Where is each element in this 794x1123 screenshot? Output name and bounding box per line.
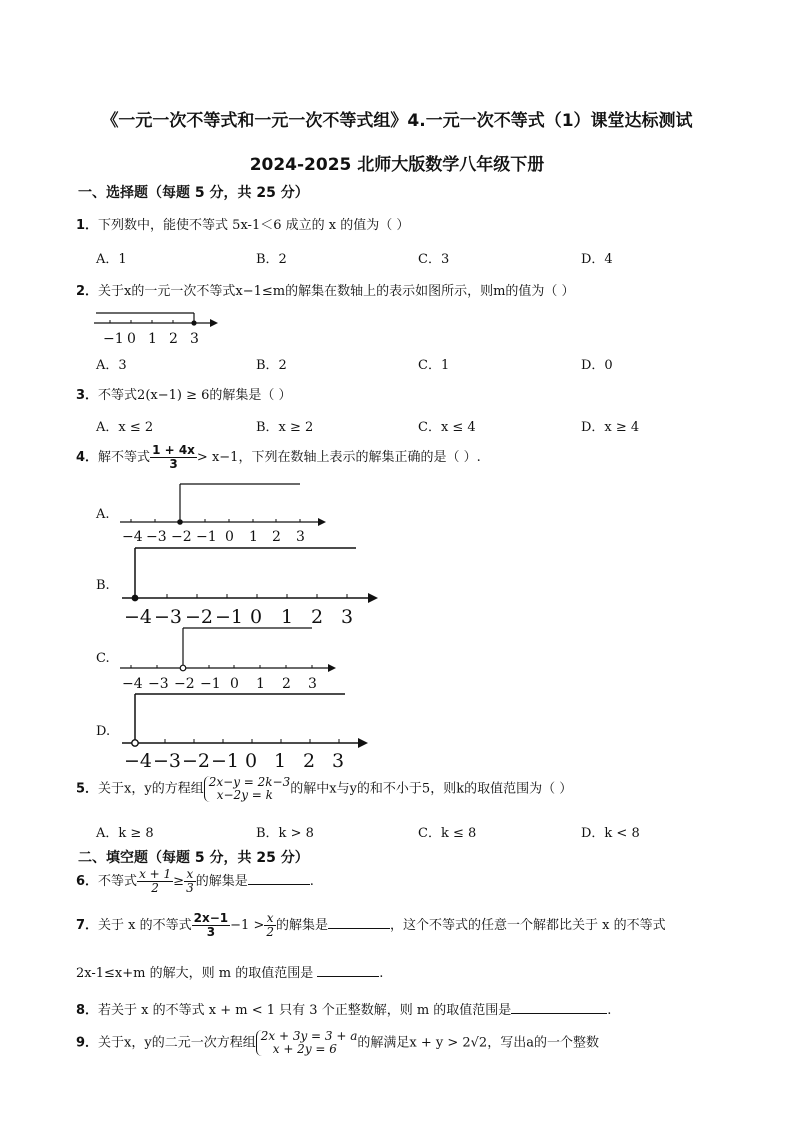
question-number: 6． [76, 874, 99, 889]
question-number: 2． [76, 284, 99, 299]
q3-option-d[interactable]: D．x ≥ 4 [581, 420, 640, 435]
question-text: 不等式2(x−1) ≥ 6的解集是（ ） [98, 388, 292, 403]
question-number: 1． [76, 218, 99, 233]
axis-tick-label: 3 [190, 331, 199, 347]
q4-option-a-number-line [116, 478, 336, 546]
axis-tick-label: 2 [311, 606, 324, 628]
question-text-post: 的解满足x + y > 2√2，写出a的一个整数 [357, 1035, 599, 1051]
question-number: 8． [76, 1003, 99, 1018]
equation-1: 2x−y = 2k−3 [208, 775, 291, 789]
question-number: 3． [76, 388, 99, 403]
axis-tick-label: 3 [341, 606, 354, 628]
axis-tick-label: 3 [308, 676, 317, 692]
axis-tick-label: −2 [171, 529, 192, 545]
axis-tick-label: 1 [148, 331, 157, 347]
axis-tick-label: −4 [124, 750, 153, 772]
question-text-pre: 解不等式 [98, 450, 151, 465]
question-text: 2x-1≤x+m 的解大，则 m 的取值范围是 [76, 966, 314, 981]
fraction-denominator: 3 [186, 881, 194, 895]
q1-option-c[interactable]: C．3 [418, 252, 450, 267]
fraction [184, 868, 196, 895]
question-5 [76, 776, 572, 802]
question-text: 下列数中，能使不等式 5x-1＜6 成立的 x 的值为（ ） [98, 218, 410, 233]
fraction-numerator: 2x−1 [193, 911, 229, 925]
question-text-post: 的解集是 [276, 918, 329, 933]
fraction-numerator: x + 1 [139, 867, 172, 881]
question-8: 8．若关于 x 的不等式 x + m < 1 只有 3 个正整数解，则 m 的取值范围是 . [76, 1003, 612, 1018]
question-7 [76, 912, 666, 939]
axis-tick-label: 0 [245, 750, 258, 772]
section-choice-heading: 一、选择题（每题 5 分，共 25 分） [78, 185, 309, 201]
axis-tick-label: 2 [272, 529, 281, 545]
answer-blank[interactable] [328, 916, 390, 929]
answer-blank[interactable] [317, 964, 379, 977]
fraction-numerator: 1 + 4x [152, 443, 195, 457]
fraction-denominator: 3 [206, 925, 216, 939]
question-number: 5． [76, 781, 99, 797]
q4-option-b-label[interactable]: B. [96, 578, 110, 593]
axis-tick-label: 1 [249, 529, 258, 545]
equation-2: x−2y = k [216, 788, 273, 802]
fraction-numerator: x [264, 912, 276, 926]
equation-system [256, 1030, 358, 1056]
axis-tick-label: 1 [281, 606, 294, 628]
question-6: 6．不等式 $\frac{x + 1}{2}$ ≥ $\frac{x}{3}$ 的解集是 . [76, 867, 314, 895]
axis-tick-label: −4 [122, 676, 143, 692]
q4-option-d-number-line [116, 688, 376, 772]
q5-option-c[interactable]: C．k ≤ 8 [418, 826, 477, 841]
inequality-sign: ≥ [173, 874, 185, 889]
question-text-pre: 不等式 [98, 874, 138, 889]
question-text: 关于x的一元一次不等式x−1≤m的解集在数轴上的表示如图所示，则m的值为（ ） [98, 284, 575, 299]
fraction-numerator: x [184, 868, 196, 882]
axis-tick-label: −1 [215, 606, 244, 628]
axis-tick-label: −2 [174, 676, 195, 692]
answer-blank[interactable] [511, 1001, 607, 1014]
axis-tick-label: −3 [153, 750, 182, 772]
axis-tick-label: 0 [250, 606, 263, 628]
q2-number-line [90, 305, 230, 347]
q5-option-a[interactable]: A．k ≥ 8 [96, 826, 154, 841]
axis-tick-label: −1 [200, 676, 221, 692]
axis-tick-label: 3 [332, 750, 345, 772]
section-fill-heading: 二、填空题（每题 5 分，共 25 分） [78, 850, 309, 866]
axis-tick-label: 1 [274, 750, 287, 772]
question-text-post-2: ，这个不等式的任意一个解都比关于 x 的不等式 [390, 918, 666, 933]
fraction [264, 912, 276, 939]
axis-tick-label: −4 [122, 529, 143, 545]
question-number: 4． [76, 450, 99, 465]
q4-option-c-number-line [116, 624, 346, 694]
q2-option-c[interactable]: C．1 [418, 358, 450, 373]
q4-option-b-number-line [116, 542, 386, 628]
question-text-pre: 关于x，y的二元一次方程组 [98, 1035, 256, 1051]
question-text-post: 的解中x与y的和不小于5，则k的取值范围为（ ） [290, 781, 573, 797]
q5-option-d[interactable]: D．k < 8 [581, 826, 640, 841]
axis-tick-label: −3 [148, 676, 169, 692]
q1-option-b[interactable]: B．2 [256, 252, 287, 267]
fraction [192, 912, 231, 939]
q5-option-b[interactable]: B．k > 8 [256, 826, 314, 841]
question-9 [76, 1030, 599, 1056]
answer-blank[interactable] [248, 872, 310, 885]
question-4 [76, 444, 481, 471]
question-text-post: 的解集是 [195, 874, 248, 889]
axis-tick-label: −3 [146, 529, 167, 545]
axis-tick-label: 0 [225, 529, 234, 545]
q2-option-a[interactable]: A．3 [96, 358, 127, 373]
axis-tick-label: 0 [127, 331, 136, 347]
title-line-1: 《一元一次不等式和一元一次不等式组》4.一元一次不等式（1）课堂达标测试 [101, 111, 693, 131]
question-number: 9． [76, 1035, 99, 1051]
fraction-denominator: 3 [169, 457, 178, 471]
title-line-2: 2024-2025 北师大版数学八年级下册 [249, 155, 545, 175]
question-text-pre: 关于 x 的不等式 [98, 918, 192, 933]
question-7-line-2: 2x-1≤x+m 的解大，则 m 的取值范围是 . [76, 966, 384, 981]
axis-tick-label: 2 [282, 676, 291, 692]
fraction [137, 868, 173, 895]
q3-option-c[interactable]: C．x ≤ 4 [418, 420, 476, 435]
q4-option-d-label[interactable]: D. [96, 724, 111, 739]
question-text-post: > x−1，下列在数轴上表示的解集正确的是（ ）. [196, 450, 481, 465]
axis-tick-label: 3 [296, 529, 305, 545]
axis-tick-label: −1 [196, 529, 217, 545]
question-3 [76, 384, 292, 403]
equation-1: 2x + 3y = 3 + a [260, 1029, 358, 1043]
q2-option-d[interactable]: D．0 [581, 358, 613, 373]
axis-tick-label: 0 [230, 676, 239, 692]
axis-tick-label: −1 [103, 331, 124, 347]
question-2 [76, 280, 575, 299]
inequality-middle: −1 > [230, 918, 265, 933]
q4-option-a-label[interactable]: A. [96, 507, 110, 522]
question-text-pre: 关于x，y的方程组 [98, 781, 204, 797]
axis-tick-label: −2 [185, 606, 214, 628]
q1-option-a[interactable]: A．1 [96, 252, 127, 267]
equation-2: x + 2y = 6 [272, 1042, 337, 1056]
fraction [150, 444, 197, 471]
axis-tick-label: 2 [169, 331, 178, 347]
question-number: 7． [76, 918, 99, 933]
q3-option-a[interactable]: A．x ≤ 2 [96, 420, 154, 435]
axis-tick-label: −2 [182, 750, 211, 772]
equation-system [204, 776, 291, 802]
fraction-denominator: 2 [151, 881, 159, 895]
axis-tick-label: −1 [211, 750, 240, 772]
fraction-denominator: 2 [266, 925, 274, 939]
q3-option-b[interactable]: B．x ≥ 2 [256, 420, 314, 435]
q2-option-b[interactable]: B．2 [256, 358, 287, 373]
axis-tick-label: 2 [303, 750, 316, 772]
q4-option-c-label[interactable]: C. [96, 651, 110, 666]
axis-tick-label: 1 [256, 676, 265, 692]
axis-tick-label: −3 [154, 606, 183, 628]
question-1 [76, 214, 409, 233]
axis-tick-label: −4 [124, 606, 153, 628]
q1-option-d[interactable]: D．4 [581, 252, 613, 267]
question-text: 若关于 x 的不等式 x + m < 1 只有 3 个正整数解，则 m 的取值范围是 [98, 1003, 512, 1018]
